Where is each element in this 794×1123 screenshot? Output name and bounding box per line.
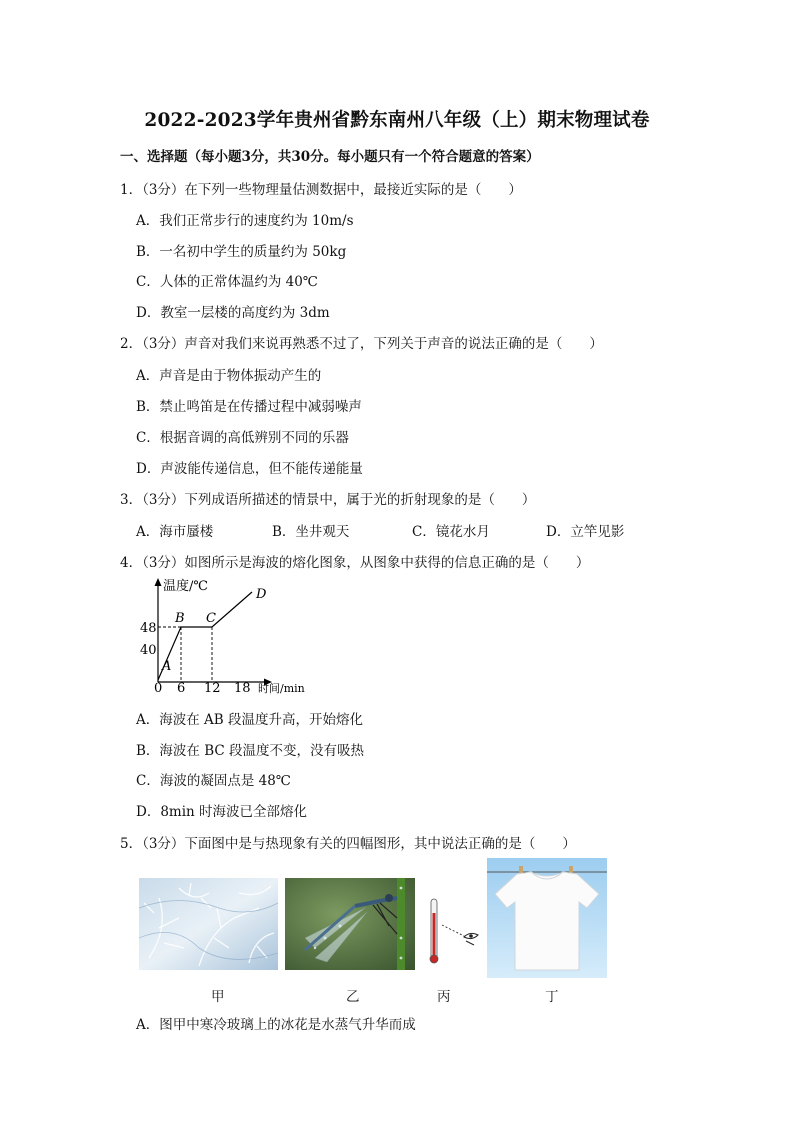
section-heading: 一、选择题（每小题3分，共30分。每小题只有一个符合题意的答案） (120, 149, 540, 165)
q3-option-b: B．坐井观天 (272, 524, 350, 540)
y-axis-label: 温度/℃ (163, 579, 208, 594)
x-axis-label: 时间/min (258, 682, 305, 695)
q5-option-a: A．图甲中寒冷玻璃上的冰花是水蒸气升华而成 (136, 1017, 416, 1033)
q2-option-d: D．声波能传递信息，但不能传递能量 (136, 461, 363, 477)
melting-curve (158, 592, 252, 680)
q3-option-d: D．立竿见影 (546, 524, 625, 540)
x-tick-0: 0 (154, 681, 163, 696)
frost-glass-image (139, 878, 278, 970)
caption-yi: 乙 (346, 989, 360, 1005)
question-1-stem: 1．（3分）在下列一些物理量估测数据中，最接近实际的是（ ） (120, 182, 522, 198)
question-5-stem: 5．（3分）下面图中是与热现象有关的四幅图形，其中说法正确的是（ ） (120, 836, 576, 852)
q1-option-d: D．教室一层楼的高度约为 3dm (136, 305, 330, 321)
y-tick-40: 40 (140, 643, 157, 658)
question-3-stem: 3．（3分）下列成语所描述的情景中，属于光的折射现象的是（ ） (120, 492, 536, 508)
dragonfly-dew-image (285, 878, 415, 970)
point-a: A (162, 659, 172, 674)
q4-option-a: A．海波在 AB 段温度升高，开始熔化 (136, 712, 364, 728)
question-4-stem: 4．（3分）如图所示是海波的熔化图象，从图象中获得的信息正确的是（ ） (120, 555, 590, 571)
q1-option-c: C．人体的正常体温约为 40℃ (136, 274, 318, 290)
x-tick-6: 6 (177, 681, 186, 696)
y-axis-arrow (155, 578, 162, 586)
q1-option-a: A．我们正常步行的速度约为 10m/s (136, 213, 354, 229)
x-tick-12: 12 (204, 681, 221, 696)
q2-option-b: B．禁止鸣笛是在传播过程中减弱噪声 (136, 399, 362, 415)
question-2-stem: 2．（3分）声音对我们来说再熟悉不过了，下列关于声音的说法正确的是（ ） (120, 336, 603, 352)
drying-shirt-image (487, 858, 607, 978)
eye-icon (464, 933, 478, 945)
caption-bing: 丙 (437, 989, 451, 1005)
melting-graph (130, 572, 330, 700)
q4-option-b: B．海波在 BC 段温度不变，没有吸热 (136, 743, 365, 759)
point-d: D (256, 587, 267, 602)
point-c: C (206, 611, 216, 626)
thermometer-image (428, 895, 486, 965)
q2-option-c: C．根据音调的高低辨别不同的乐器 (136, 430, 349, 446)
q3-option-a: A．海市蜃楼 (136, 524, 214, 540)
q4-option-c: C．海波的凝固点是 48℃ (136, 773, 291, 789)
y-tick-48: 48 (140, 621, 157, 636)
q2-option-a: A．声音是由于物体振动产生的 (136, 368, 322, 384)
caption-ding: 丁 (545, 989, 559, 1005)
dragonfly-eye-icon (385, 894, 393, 902)
q3-option-c: C．镜花水月 (412, 524, 490, 540)
q1-option-b: B．一名初中学生的质量约为 50kg (136, 244, 347, 260)
point-b: B (175, 611, 185, 626)
q4-option-d: D．8min 时海波已全部熔化 (136, 804, 308, 820)
page-title: 2022-2023学年贵州省黔东南州八年级（上）期末物理试卷 (144, 110, 650, 131)
x-tick-18: 18 (234, 681, 251, 696)
caption-jia: 甲 (211, 989, 225, 1005)
